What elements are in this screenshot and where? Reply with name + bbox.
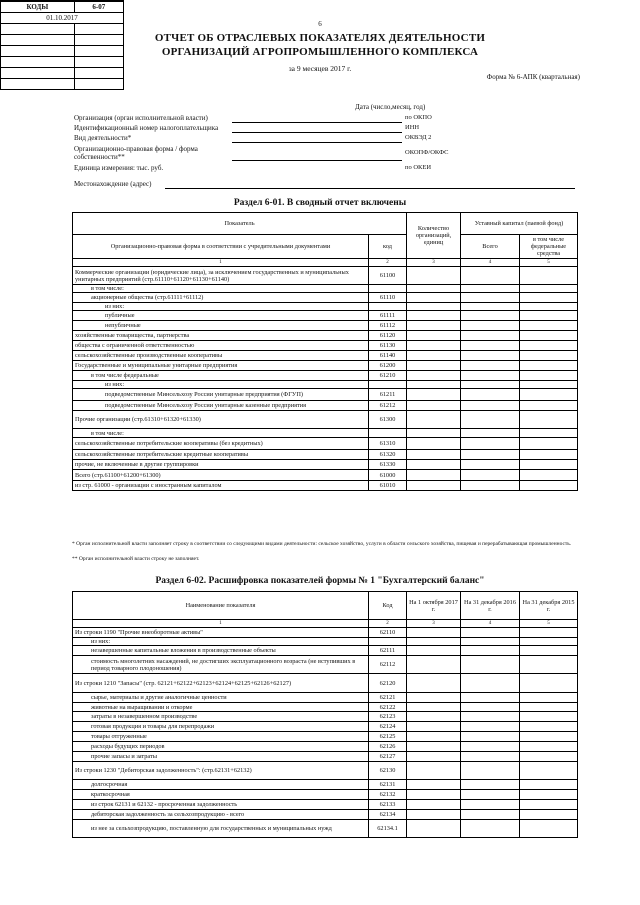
row-label: сырье, материалы и другие аналогичные ценности [73,693,369,703]
value-cell[interactable] [520,790,578,800]
table-row [73,311,578,321]
value-cell[interactable] [461,703,520,712]
row-label: Всего (стр.61100+61200+61300) [73,470,369,481]
value-cell[interactable] [407,693,461,703]
value-cell[interactable] [407,742,461,752]
value-cell[interactable] [407,628,461,638]
value-cell[interactable] [407,674,461,693]
row-code: 62131 [369,780,407,790]
value-cell[interactable] [461,722,520,732]
row-label: из них: [73,303,369,311]
value-cell[interactable] [407,450,461,460]
table-row [73,628,578,638]
row-label: прочие, не включенные в другие группировки [73,460,369,470]
value-cell[interactable] [520,732,578,742]
value-cell[interactable] [407,732,461,742]
row-label: из стр. 61000 - организации с иностранным капиталом [73,481,369,491]
value-cell[interactable] [520,293,578,303]
row-code: 61211 [369,389,407,401]
row-code: 62126 [369,742,407,752]
value-cell[interactable] [407,646,461,656]
table-row [73,752,578,762]
value-cell[interactable] [520,285,578,293]
table-row [73,411,578,429]
okpo-label: по ОКПО [405,114,432,121]
location-field[interactable] [165,188,575,189]
value-cell[interactable] [520,470,578,481]
table-row [73,460,578,470]
table-row [73,703,578,712]
row-label: из них: [73,381,369,389]
table-row [73,638,578,646]
row-code: 61200 [369,361,407,371]
table-row [73,321,578,331]
value-cell[interactable] [520,656,578,674]
section2-title: Раздел 6-02. Расшифровка показателей формы № 1 "Бухгалтерский баланс" [155,576,485,586]
column-numbers-row [73,620,578,628]
value-cell[interactable] [520,371,578,381]
row-label: хозяйственные товарищества, партнерства [73,331,369,341]
value-cell[interactable] [520,820,578,838]
row-code: 61212 [369,401,407,411]
value-cell[interactable] [520,762,578,780]
row-code: 61140 [369,351,407,361]
row-code [369,638,407,646]
org-field[interactable] [232,122,402,123]
value-cell[interactable] [461,438,520,450]
value-cell[interactable] [461,732,520,742]
table-row [73,331,578,341]
row-code: 61100 [369,267,407,285]
row-code: 62120 [369,674,407,693]
value-cell[interactable] [520,351,578,361]
legal-form-field[interactable] [232,160,402,161]
org-label: Организация (орган исполнительной власти) [74,114,208,122]
col-date-3: На 31 декабря 2015 г. [520,592,578,620]
page-number: 6 [318,20,322,28]
unit-label: Единица измерения: тыс. руб. [74,164,164,172]
table-row [73,674,578,693]
value-cell[interactable] [407,800,461,810]
table-row [73,285,578,293]
row-label: подведомственные Минсельхозу России унитарные казенные предприятия [73,401,369,411]
row-code: 61111 [369,311,407,321]
value-cell[interactable] [407,311,461,321]
table-row [73,371,578,381]
value-cell[interactable] [520,321,578,331]
form-code: 6-07 [74,1,123,13]
inn-label: Идентификационный номер налогоплательщика [74,124,219,132]
row-code: 61320 [369,450,407,460]
row-label: незавершенные капитальные вложения в производственные объекты [73,646,369,656]
value-cell[interactable] [461,267,520,285]
value-cell[interactable] [520,646,578,656]
legal-form-label-1: Организационно-правовая форма / форма [74,145,198,153]
value-cell[interactable] [407,321,461,331]
row-label: в том числе: [73,285,369,293]
col-name: Наименование показателя [73,592,369,620]
row-label: Из строки 1230 "Дебиторская задолженность": (стр.62131+62132) [73,762,369,780]
table-row [73,381,578,389]
value-cell[interactable] [461,389,520,401]
table-row [73,820,578,838]
column-number: 5 [520,620,578,628]
column-number: 3 [407,620,461,628]
value-cell[interactable] [407,401,461,411]
value-cell[interactable] [520,401,578,411]
row-label: в том числе: [73,429,369,438]
form-name: Форма № 6-АПК (квартальная) [486,73,580,81]
okved-label: ОКВЭД 2 [405,134,432,141]
title-line-1: ОТЧЕТ ОБ ОТРАСЛЕВЫХ ПОКАЗАТЕЛЯХ ДЕЯТЕЛЬНОСТИ [154,32,486,44]
value-cell[interactable] [407,371,461,381]
row-label: из строк 62131 и 62132 - просроченная задолженность [73,800,369,810]
row-code [369,303,407,311]
value-cell[interactable] [461,752,520,762]
value-cell[interactable] [461,285,520,293]
column-number: 2 [369,259,407,267]
table-row [73,293,578,303]
col-total: Всего [461,235,520,259]
table-row [73,361,578,371]
col-indicator: Показатель [73,213,407,235]
value-cell[interactable] [461,381,520,389]
row-label: сельскохозяйственные потребительские кредитные кооперативы [73,450,369,460]
value-cell[interactable] [520,722,578,732]
row-code: 62130 [369,762,407,780]
value-cell[interactable] [407,303,461,311]
value-cell[interactable] [461,470,520,481]
row-code: 62122 [369,703,407,712]
value-cell[interactable] [520,481,578,491]
value-cell[interactable] [461,712,520,722]
row-label: в том числе федеральные [73,371,369,381]
okei-label: по ОКЕИ [405,164,432,171]
location-label: Местонахождение (адрес) [74,180,152,188]
value-cell[interactable] [520,311,578,321]
value-cell[interactable] [407,267,461,285]
row-code: 61010 [369,481,407,491]
row-code: 61310 [369,438,407,450]
okopf-label: ОКОПФ/ОКФС [405,149,449,156]
column-number: 5 [520,259,578,267]
value-cell[interactable] [461,293,520,303]
table-row [73,722,578,732]
row-code: 62127 [369,752,407,762]
column-number: 3 [407,259,461,267]
value-cell[interactable] [520,331,578,341]
value-cell[interactable] [407,411,461,429]
value-cell[interactable] [520,628,578,638]
value-cell[interactable] [461,693,520,703]
value-cell[interactable] [407,470,461,481]
value-cell[interactable] [520,361,578,371]
value-cell[interactable] [520,800,578,810]
value-cell[interactable] [407,429,461,438]
value-cell[interactable] [520,703,578,712]
row-code: 61130 [369,341,407,351]
col-code: код [369,235,407,259]
row-code: 62134.1 [369,820,407,838]
row-code: 62121 [369,693,407,703]
value-cell[interactable] [461,429,520,438]
row-code [369,381,407,389]
row-label: Коммерческие организации (юридические лица), за исключением государственных и муниципальных унитарных предприятий (стр.61110+61120+61130+61140) [73,267,369,285]
value-cell[interactable] [520,712,578,722]
table-row [73,762,578,780]
value-cell[interactable] [520,381,578,389]
table-row [73,693,578,703]
row-code: 61330 [369,460,407,470]
value-cell[interactable] [407,351,461,361]
value-cell[interactable] [520,752,578,762]
value-cell[interactable] [520,693,578,703]
row-label: товары отгруженные [73,732,369,742]
table-row [73,646,578,656]
row-code: 62123 [369,712,407,722]
row-code: 62112 [369,656,407,674]
table-row [73,742,578,752]
value-cell[interactable] [461,762,520,780]
row-label: долгосрочная [73,780,369,790]
value-cell[interactable] [461,800,520,810]
value-cell[interactable] [461,460,520,470]
row-label: стоимость многолетних насаждений, не достигших эксплуатационного возраста (не вступивших в период товарного плодоношения) [73,656,369,674]
value-cell[interactable] [407,820,461,838]
value-cell[interactable] [461,331,520,341]
row-code: 62134 [369,810,407,820]
table-row [73,450,578,460]
value-cell[interactable] [520,638,578,646]
value-cell[interactable] [461,481,520,491]
column-number: 4 [461,259,520,267]
row-code: 62132 [369,790,407,800]
value-cell[interactable] [461,411,520,429]
title-line-2: ОРГАНИЗАЦИЙ АГРОПРОМЫШЛЕННОГО КОМПЛЕКСА [161,46,479,58]
activity-field[interactable] [232,142,402,143]
row-label: акционерные общества (стр.61111+61112) [73,293,369,303]
codes-table [0,0,124,90]
column-number: 1 [73,259,369,267]
table-row [73,810,578,820]
value-cell[interactable] [461,742,520,752]
value-cell[interactable] [520,389,578,401]
value-cell[interactable] [407,712,461,722]
row-code: 62111 [369,646,407,656]
section1-title: Раздел 6-01. В сводный отчет включены [233,198,407,208]
row-label: сельскохозяйственные производственные кооперативы [73,351,369,361]
value-cell[interactable] [461,401,520,411]
column-number: 1 [73,620,369,628]
value-cell[interactable] [461,820,520,838]
row-code: 62124 [369,722,407,732]
col-capital: Уставный капитал (паевой фонд) [461,213,578,235]
value-cell[interactable] [407,780,461,790]
row-code: 61000 [369,470,407,481]
row-label: Прочие организации (стр.61310+61320+61330) [73,411,369,429]
value-cell[interactable] [461,638,520,646]
row-code: 61110 [369,293,407,303]
row-label: подведомственные Минсельхозу России унитарные предприятия (ФГУП) [73,389,369,401]
value-cell[interactable] [520,674,578,693]
section1-table [72,212,578,491]
value-cell[interactable] [407,790,461,800]
value-cell[interactable] [461,361,520,371]
value-cell[interactable] [407,361,461,371]
value-cell[interactable] [461,450,520,460]
value-cell[interactable] [520,267,578,285]
col-code-2: Код [369,592,407,620]
value-cell[interactable] [407,656,461,674]
value-cell[interactable] [520,303,578,311]
value-cell[interactable] [520,460,578,470]
value-cell[interactable] [520,341,578,351]
row-label: общества с ограниченной ответственностью [73,341,369,351]
row-label: затраты в незавершенном производстве [73,712,369,722]
table-row [73,341,578,351]
value-cell[interactable] [461,371,520,381]
value-cell[interactable] [407,703,461,712]
row-label: из нее за сельхозпродукцию, поставленную для государственных и муниципальных нужд [73,820,369,838]
value-cell[interactable] [407,722,461,732]
row-label: животные на выращивании и откорме [73,703,369,712]
row-code: 62133 [369,800,407,810]
table-row [73,351,578,361]
date-label: Дата (число,месяц, год) [355,103,426,111]
table-row [73,780,578,790]
value-cell[interactable] [407,481,461,491]
inn-field[interactable] [232,132,402,133]
col-orgtype: Организационно-правовая форма в соответствии с учредительными документами [73,235,369,259]
value-cell[interactable] [407,810,461,820]
activity-label: Вид деятельности* [74,134,132,142]
inn-code-label: ИНН [405,124,420,131]
value-cell[interactable] [461,351,520,361]
value-cell[interactable] [520,450,578,460]
table-row [73,303,578,311]
value-cell[interactable] [461,790,520,800]
row-label: расходы будущих периодов [73,742,369,752]
value-cell[interactable] [520,742,578,752]
value-cell[interactable] [461,674,520,693]
row-label: сельскохозяйственные потребительские кооперативы (без кредитных) [73,438,369,450]
value-cell[interactable] [407,438,461,450]
row-code [369,429,407,438]
row-label: Из строки 1210 "Запасы" (стр. 62121+62122+62123+62124+62125+62126+62127) [73,674,369,693]
table-row [73,800,578,810]
row-code: 61112 [369,321,407,331]
row-label: готовая продукция и товары для перепродажи [73,722,369,732]
table-row [73,481,578,491]
table-row [73,438,578,450]
footnote-2: ** Орган исполнительной власти строку не заполняет. [72,556,200,562]
column-numbers-row [73,259,578,267]
row-label: Государственные и муниципальные унитарные предприятия [73,361,369,371]
value-cell[interactable] [407,638,461,646]
table-row [73,389,578,401]
value-cell[interactable] [520,810,578,820]
legal-form-label-2: собственности** [74,153,125,161]
value-cell[interactable] [520,438,578,450]
row-label: непубличные [73,321,369,331]
value-cell[interactable] [520,411,578,429]
value-cell[interactable] [461,628,520,638]
value-cell[interactable] [407,341,461,351]
value-cell[interactable] [461,303,520,311]
row-code: 61120 [369,331,407,341]
row-label: прочие запасы и затраты [73,752,369,762]
value-cell[interactable] [461,321,520,331]
value-cell[interactable] [461,810,520,820]
date-value[interactable]: 01.10.2017 [1,13,124,24]
table-row [73,790,578,800]
footnote-1: * Орган исполнительной власти заполняет строку в соответствии со следующими видами деятельности: сельское хозяйство, услуги в области сельского хозяйства, пищевая и перерабатывающая промышленность. [72,541,572,547]
row-code: 62125 [369,732,407,742]
col-federal: в том числе федеральные средства [520,235,578,259]
value-cell[interactable] [520,429,578,438]
table-row [73,429,578,438]
okei-code[interactable] [1,79,75,90]
row-code: 62110 [369,628,407,638]
value-cell[interactable] [407,460,461,470]
table-row [73,656,578,674]
value-cell[interactable] [407,285,461,293]
value-cell[interactable] [461,311,520,321]
row-label: публичные [73,311,369,321]
value-cell[interactable] [407,389,461,401]
codes-header: КОДЫ [1,1,75,13]
value-cell[interactable] [520,780,578,790]
row-label: краткосрочная [73,790,369,800]
value-cell[interactable] [407,762,461,780]
row-label: дебиторская задолженность за сельхозпродукцию - всего [73,810,369,820]
value-cell[interactable] [461,656,520,674]
table-row [73,712,578,722]
value-cell[interactable] [407,381,461,389]
value-cell[interactable] [461,646,520,656]
col-date-2: На 31 декабря 2016 г. [461,592,520,620]
row-label: Из строки 1190 "Прочие внеоборотные активы" [73,628,369,638]
value-cell[interactable] [461,341,520,351]
col-count: Количество организаций, единиц [407,213,461,259]
row-code [369,285,407,293]
row-label: из них: [73,638,369,646]
col-date-1: На 1 октября 2017 г. [407,592,461,620]
column-number: 4 [461,620,520,628]
table-row [73,401,578,411]
table-row [73,470,578,481]
row-code: 61210 [369,371,407,381]
value-cell[interactable] [461,780,520,790]
value-cell[interactable] [407,331,461,341]
row-code: 61300 [369,411,407,429]
table-row [73,267,578,285]
column-number: 2 [369,620,407,628]
value-cell[interactable] [407,293,461,303]
table-row [73,732,578,742]
section2-table [72,591,578,838]
report-period: за 9 месяцев 2017 г. [288,64,352,73]
value-cell[interactable] [407,752,461,762]
